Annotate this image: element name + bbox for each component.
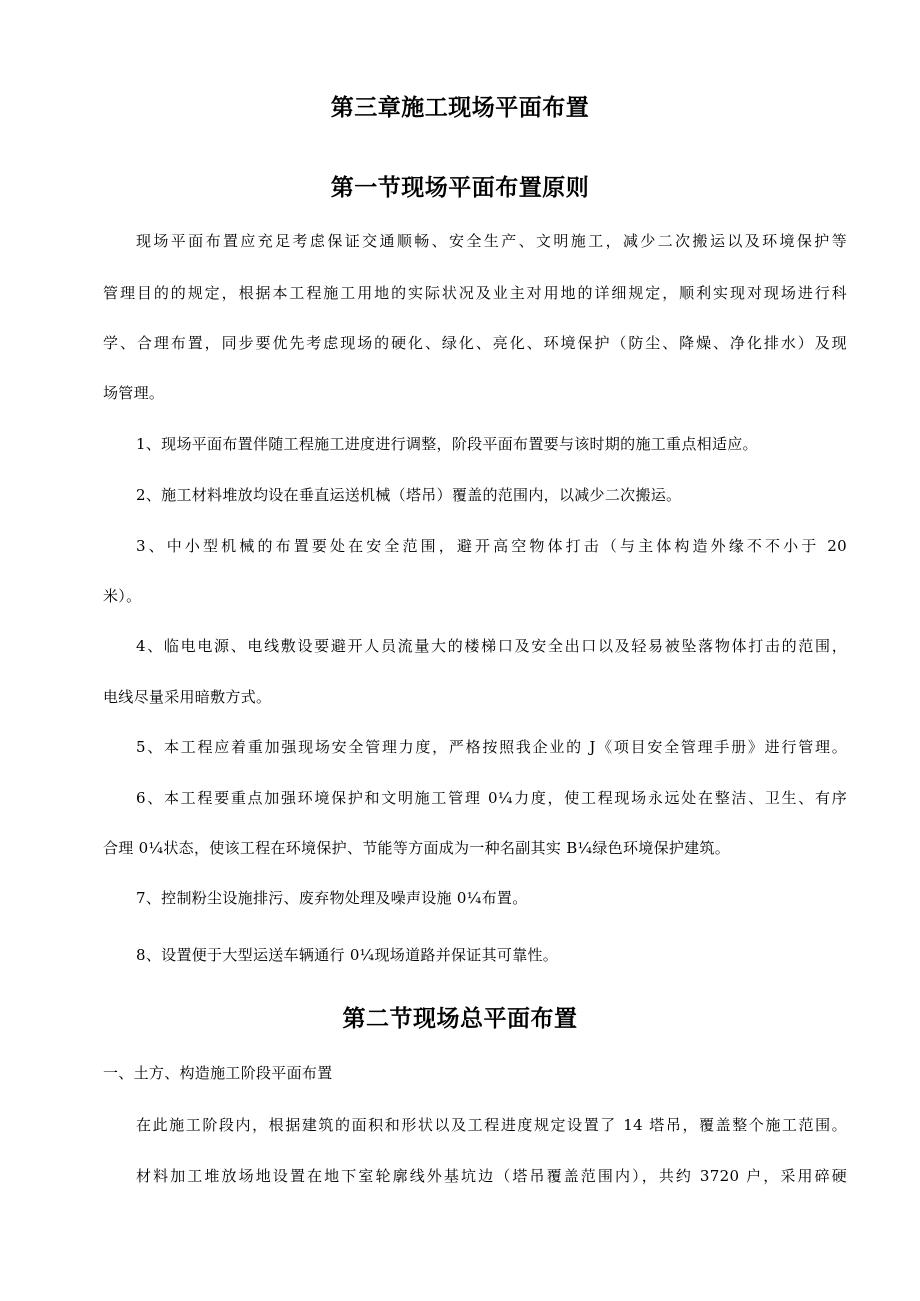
principle-item-7: 7、控制粉尘设施排污、废弃物处理及噪声设施 0¼布置。 [136, 889, 528, 907]
principle-item-5: 5、本工程应着重加强现场安全管理力度，严格按照我企业的 J《项目安全管理手册》进行管理。 [136, 738, 847, 756]
principle-item-3-line-2: 米）。 [103, 587, 142, 605]
principle-item-4-line-2: 电线尽量采用暗敷方式。 [103, 688, 272, 706]
layout-paragraph-2: 材料加工堆放场地设置在地下室轮廓线外基坑边（塔吊覆盖范围内），共约 3720 户，采用碎硬 [136, 1167, 847, 1185]
chapter-title: 第三章施工现场平面布置 [330, 95, 590, 121]
principle-item-4-line-1: 4、临电电源、电线敷设要避开人员流量大的楼梯口及安全出口以及轻易被坠落物体打击的范围， [136, 637, 847, 655]
principle-item-3-line-1: 3、中小型机械的布置要处在安全范围，避开高空物体打击（与主体构造外缘不不小于 20 [136, 537, 847, 555]
principle-item-2: 2、施工材料堆放均设在垂直运送机械（塔吊）覆盖的范围内，以减少二次搬运。 [136, 486, 682, 504]
subsection-title-earthwork: 一、土方、构造施工阶段平面布置 [103, 1064, 333, 1082]
intro-line-1: 现场平面布置应充足考虑保证交通顺畅、安全生产、文明施工，减少二次搬运以及环境保护等 [136, 232, 847, 250]
intro-line-4: 场管理。 [103, 384, 165, 402]
layout-paragraph-1: 在此施工阶段内，根据建筑的面积和形状以及工程进度规定设置了 14 塔吊，覆盖整个施工范围。 [136, 1116, 847, 1134]
principle-item-6-line-1: 6、本工程要重点加强环境保护和文明施工管理 0¼力度，使工程现场永远处在整洁、卫生、有序 [136, 789, 847, 807]
intro-line-3: 学、合理布置，同步要优先考虑现场的硬化、绿化、亮化、环境保护（防尘、降燥、净化排水）及现 [103, 334, 847, 352]
intro-line-2: 管理目的的规定，根据本工程施工用地的实际状况及业主对用地的详细规定，顺利实现对现场进行科 [103, 284, 847, 302]
principle-item-1: 1、现场平面布置伴随工程施工进度进行调整，阶段平面布置要与该时期的施工重点相适应。 [136, 435, 758, 453]
section-title-layout: 第二节现场总平面布置 [342, 1006, 578, 1032]
principle-item-6-line-2: 合理 0¼状态，使该工程在环境保护、节能等方面成为一种名副其实 B¼绿色环境保护建筑。 [103, 839, 731, 857]
principle-item-8: 8、设置便于大型运送车辆通行 0¼现场道路并保证其可靠性。 [136, 946, 559, 964]
section-title-principles: 第一节现场平面布置原则 [330, 175, 590, 201]
